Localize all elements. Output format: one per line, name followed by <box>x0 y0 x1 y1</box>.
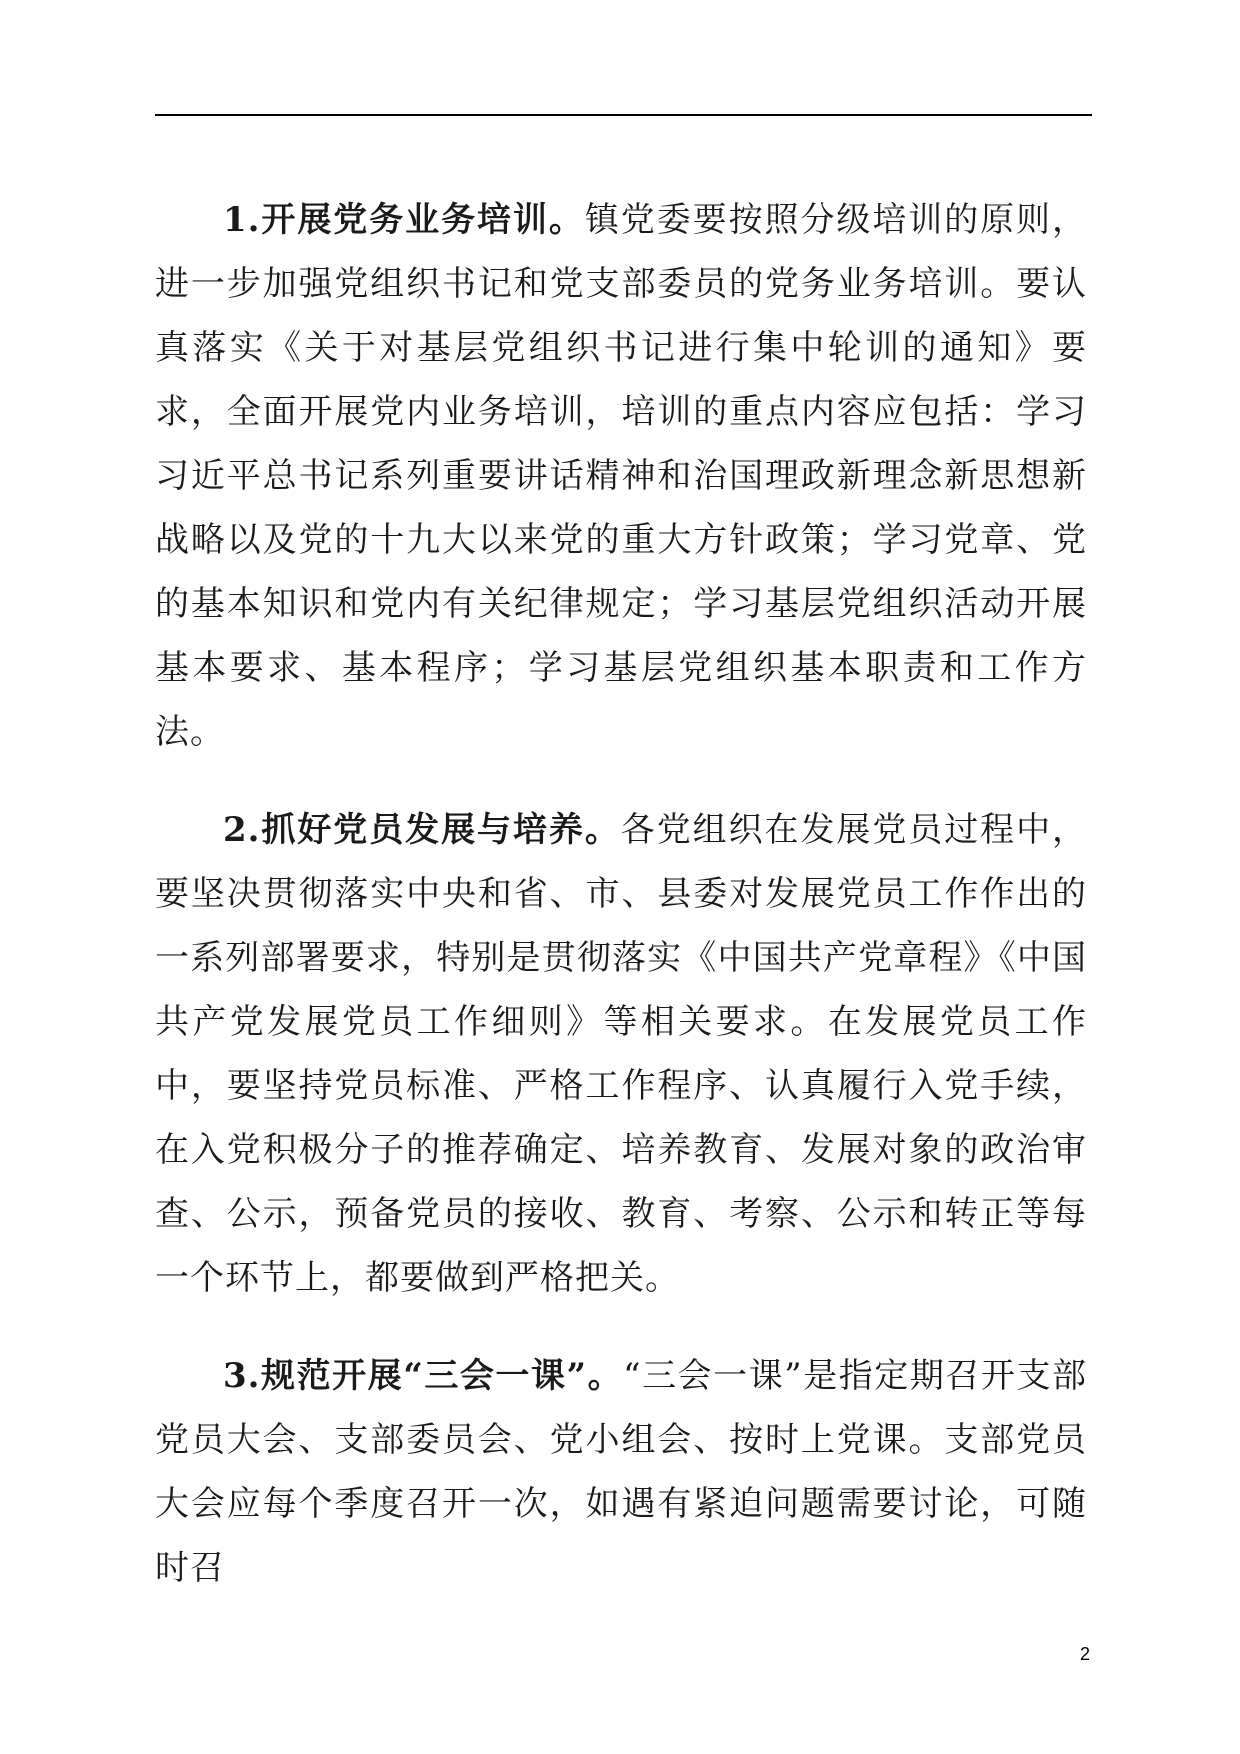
paragraph-member-development <box>155 798 1087 1310</box>
paragraph-heading: 1.开展党务业务培训。 <box>223 200 585 240</box>
paragraph-text: 镇党委要按照分级培训的原则，进一步加强党组织书记和党支部委员的党务业务培训。要认真落实《关于对基层党组织书记进行集中轮训的通知》要求，全面开展党内业务培训，培训的重点内容应包括：学习习近平总书记系列重要讲话精神和治国理政新理念新思想新战略以及党的十九大以来党的重大方针政策；学习党章、党的基本知识和党内有关纪律规定；学习基层党组织活动开展基本要求、基本程序；学习基层党组织基本职责和工作方法。 <box>155 200 1087 752</box>
paragraph-three-meetings <box>155 1344 1087 1600</box>
paragraph-text: 各党组织在发展党员过程中，要坚决贯彻落实中央和省、市、县委对发展党员工作作出的一系列部署要求，特别是贯彻落实《中国共产党章程》《中国共产党发展党员工作细则》等相关要求。在发展党员工作中，要坚持党员标准、严格工作程序、认真履行入党手续，在入党积极分子的推荐确定、培养教育、发展对象的政治审查、公示，预备党员的接收、教育、考察、公示和转正等每一个环节上，都要做到严格把关。 <box>155 810 1087 1298</box>
paragraph-text: “三会一课”是指定期召开支部党员大会、支部委员会、党小组会、按时上党课。支部党员大会应每个季度召开一次，如遇有紧迫问题需要讨论，可随时召 <box>155 1356 1088 1588</box>
page-number: 2 <box>1080 1644 1091 1664</box>
header-divider <box>155 114 1092 116</box>
paragraph-heading: 2.抓好党员发展与培养。 <box>223 810 621 850</box>
paragraph-training <box>155 188 1087 764</box>
document-body <box>155 188 1087 1634</box>
paragraph-heading: 3.规范开展“三会一课”。 <box>223 1356 624 1396</box>
